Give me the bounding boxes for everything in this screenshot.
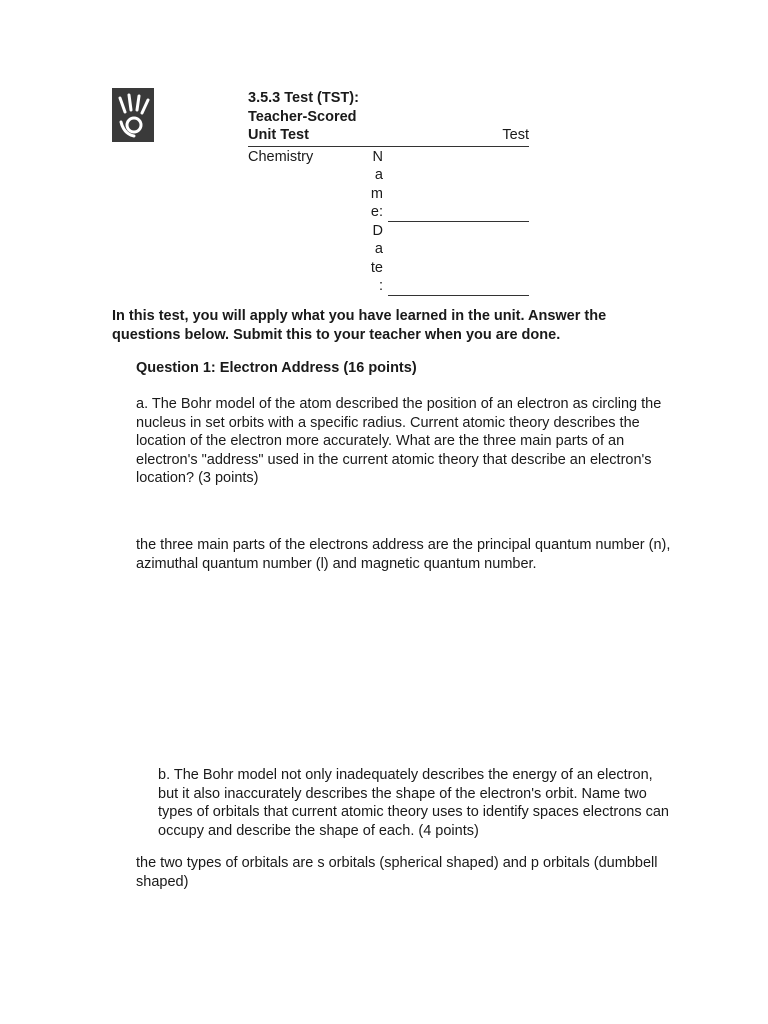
instructions: In this test, you will apply what you have learned in the unit. Answer the questions below. Submit this to your teacher when you are done. <box>112 308 607 343</box>
question-1b-answer[interactable]: the two types of orbitals are s orbitals (spherical shaped) and p orbitals (dumbbell shaped) <box>136 855 658 890</box>
name-label-char: e: <box>370 204 383 220</box>
meta-row <box>248 148 529 296</box>
question-1a-prompt: a. The Bohr model of the atom described the position of an electron as circling the nucleus in set orbits with a specific radius. Current atomic theory describes the location of the electron more accurately. What are the three main parts of an electron's "address" used in the current atomic theory that describe an electron's location? (3 points) <box>136 396 662 486</box>
question-1b-prompt: b. The Bohr model not only inadequately describes the energy of an electron, but it also inaccurately describes the shape of the electron's orbit. Name two types of orbitals that current atomic theory uses to identify spaces electrons can occupy and describe the shape of each. (4 points) <box>158 767 669 839</box>
date-label-char: : <box>378 278 383 294</box>
date-label-char: a <box>374 241 383 257</box>
name-label-char: N <box>372 148 383 165</box>
test-header <box>248 89 529 296</box>
name-label-char: a <box>374 167 383 183</box>
name-date-labels <box>338 148 383 296</box>
date-label-char: te <box>370 259 383 276</box>
test-title-line-3: Unit Test <box>248 127 309 143</box>
date-field[interactable] <box>388 295 529 296</box>
subject-label: Chemistry <box>248 148 314 165</box>
test-title-line-2: Teacher-Scored <box>248 108 357 125</box>
name-field[interactable] <box>388 221 529 222</box>
question-1-heading: Question 1: Electron Address (16 points) <box>136 360 417 376</box>
test-title-line-1: 3.5.3 Test (TST): <box>248 90 359 106</box>
name-label-char: m <box>370 185 383 202</box>
date-label-char: D <box>372 222 383 239</box>
fill-in-lines <box>383 148 529 296</box>
question-1a-answer[interactable]: the three main parts of the electrons address are the principal quantum number (n), azimuthal quantum number (l) and magnetic quantum number. <box>136 537 671 572</box>
test-title-row <box>248 126 529 147</box>
school-logo-icon <box>112 88 154 142</box>
test-type-label: Test <box>502 127 529 143</box>
